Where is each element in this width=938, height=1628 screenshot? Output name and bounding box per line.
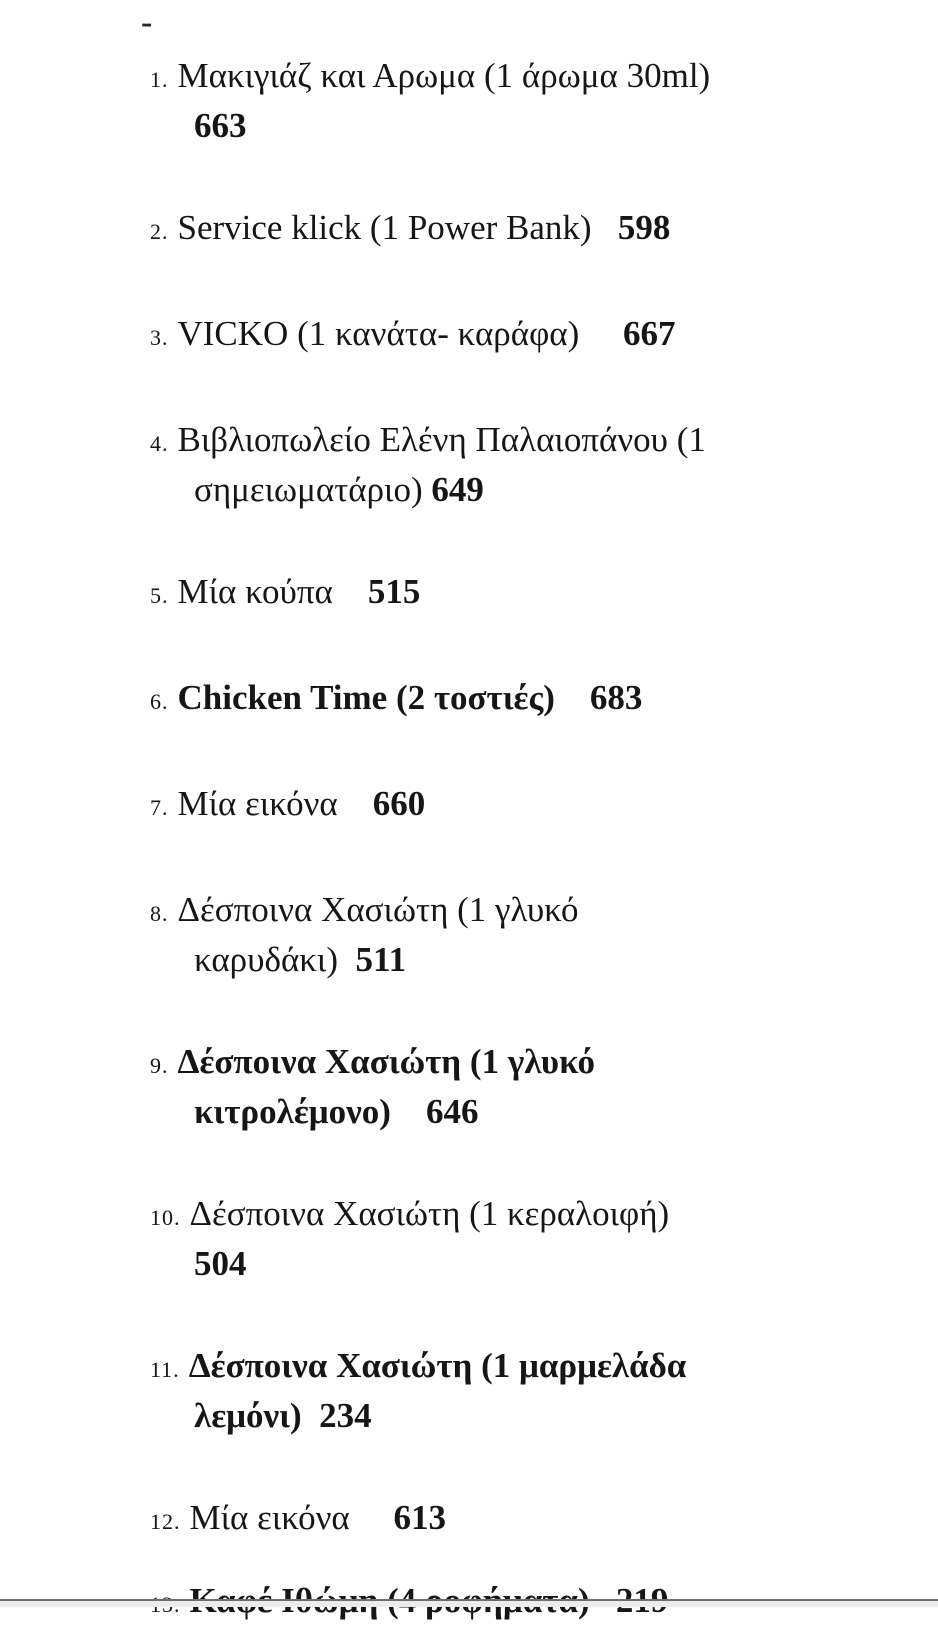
list-item-line	[150, 205, 890, 255]
list-item-value: 660	[372, 784, 426, 823]
list-item-text: κιτρολέμονο)	[194, 1092, 426, 1131]
list-item-number: 10.	[150, 1205, 181, 1230]
list-item-line	[150, 1089, 890, 1135]
list-item-number: 3.	[150, 325, 169, 350]
list-item-value: 504	[194, 1244, 247, 1283]
dash-mark: -	[141, 4, 153, 41]
list-item-text: καρυδάκι)	[194, 940, 356, 979]
list-item	[150, 887, 890, 983]
list-item	[150, 781, 890, 831]
list-item	[150, 417, 890, 513]
list-item-text: Δέσποινα Χασιώτη (1 γλυκό	[177, 890, 579, 929]
list-item-value: 598	[617, 208, 671, 247]
list-item	[150, 311, 890, 361]
list-item-number: 7.	[150, 795, 169, 820]
list-item-number: 8.	[150, 901, 169, 926]
list-item-line	[150, 53, 890, 103]
list-item-number: 6.	[150, 689, 169, 714]
list-item	[150, 1039, 890, 1135]
list-item-text: Μακιγιάζ και Αρωμα (1 άρωμα 30ml)	[177, 56, 711, 95]
list-item-number: 1.	[150, 67, 169, 92]
list-item-value: 683	[589, 678, 643, 717]
list-item	[150, 1343, 890, 1439]
list-item-value: 515	[367, 572, 421, 611]
list-item-number: 5.	[150, 583, 169, 608]
list-item	[150, 675, 890, 725]
list-item-text: Βιβλιοπωλείο Ελένη Παλαιοπάνου (1	[177, 420, 706, 459]
list-item-line	[150, 467, 890, 513]
list-item-line	[150, 1241, 890, 1287]
list-item-value: 663	[194, 106, 247, 145]
list-item-value: 613	[393, 1498, 447, 1537]
page-edge	[0, 1601, 938, 1607]
list-item-line	[150, 675, 890, 725]
list-item-line	[150, 937, 890, 983]
list-item	[150, 1495, 890, 1545]
list-item	[150, 205, 890, 255]
list-item-number: 9.	[150, 1053, 169, 1078]
list-item-value: 511	[355, 940, 407, 979]
list-item-number: 2.	[150, 219, 169, 244]
list-item-value: 234	[319, 1396, 372, 1435]
list-item-text: Μία κούπα	[177, 572, 368, 611]
list-item-line	[150, 569, 890, 619]
list-item-text: Μία εικόνα	[177, 784, 373, 823]
list-item-number: 11.	[150, 1357, 180, 1382]
list-item	[150, 569, 890, 619]
list-item-line	[150, 1191, 890, 1241]
numbered-list	[150, 53, 890, 1628]
list-item-line	[150, 1039, 890, 1089]
list-item-line	[150, 1343, 890, 1393]
list-item-text: Service klick (1 Power Bank)	[177, 208, 618, 247]
list-item-text: Chicken Time (2 τοστιές)	[177, 678, 590, 717]
list-item-number: 4.	[150, 431, 169, 456]
list-item-text: λεμόνι)	[194, 1396, 320, 1435]
list-item-line	[150, 1393, 890, 1439]
list-item-line	[150, 417, 890, 467]
list-item-line	[150, 781, 890, 831]
list-item-text: VICKO (1 κανάτα- καράφα)	[177, 314, 624, 353]
list-item-line	[150, 887, 890, 937]
list-item-number: 12.	[150, 1509, 181, 1534]
list-item	[150, 1191, 890, 1287]
list-item-line	[150, 103, 890, 149]
list-item-text: Δέσποινα Χασιώτη (1 μαρμελάδα	[188, 1346, 687, 1385]
list-item-value: 649	[431, 470, 484, 509]
list-item-line	[150, 311, 890, 361]
list-item-value: 646	[425, 1092, 479, 1131]
list-item	[150, 53, 890, 149]
list-item-value: 667	[623, 314, 676, 353]
list-item-text: Δέσποινα Χασιώτη (1 κεραλοιφή)	[189, 1194, 670, 1233]
list-item-text: Δέσποινα Χασιώτη (1 γλυκό	[177, 1042, 595, 1081]
list-item-text: σημειωματάριο)	[194, 470, 432, 509]
list-item-line	[150, 1495, 890, 1545]
list-item-text: Μία εικόνα	[189, 1498, 394, 1537]
